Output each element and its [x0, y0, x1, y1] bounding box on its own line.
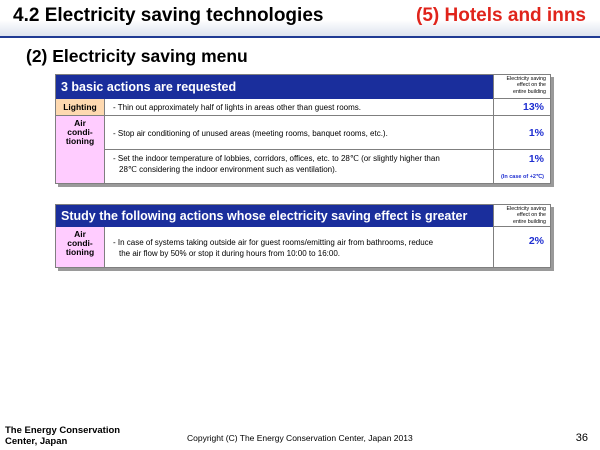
effect-header-line: entire building — [513, 218, 546, 225]
action-row — [105, 99, 493, 116]
effect-header-line: effect on the — [516, 82, 546, 89]
action-text: the air flow by 50% or stop it during hours from 10:00 to 16:00. — [119, 249, 341, 258]
saving-value: 2% — [493, 227, 550, 267]
saving-value-cell — [493, 150, 550, 183]
action-text: 28℃ considering the indoor environment such as ventilation). — [119, 165, 337, 174]
title-bar — [0, 0, 600, 38]
basic-actions-heading: 3 basic actions are requested — [56, 75, 493, 99]
action-text: - In case of systems taking outside air for guest rooms/emitting air from bathrooms, reduce — [113, 238, 434, 247]
action-text: - Stop air conditioning of unused areas (meeting rooms, banquet rooms, etc.). — [113, 129, 388, 138]
category-line: condi- — [67, 127, 93, 137]
copyright-text: Copyright (C) The Energy Conservation Center, Japan 2013 — [187, 433, 413, 443]
category-lighting: Lighting — [56, 99, 105, 116]
menu-subtitle: (2) Electricity saving menu — [26, 46, 248, 66]
action-row — [105, 150, 493, 183]
greater-effect-heading: Study the following actions whose electricity saving effect is greater — [56, 205, 493, 227]
action-row — [105, 116, 493, 150]
saving-value: 1% — [528, 153, 544, 165]
category-line: condi- — [67, 238, 93, 248]
category-air-conditioning — [56, 227, 105, 267]
effect-column-header — [493, 75, 550, 99]
action-text: - Thin out approximately half of lights in areas other than guest rooms. — [113, 103, 361, 112]
category-line: tioning — [65, 247, 95, 257]
effect-header-line: entire building — [513, 88, 546, 95]
effect-header-line: effect on the — [516, 212, 546, 219]
effect-header-line: Electricity saving — [506, 206, 546, 212]
page-number: 36 — [575, 432, 588, 444]
effect-header-line: Electricity saving — [506, 76, 546, 82]
category-line: tioning — [65, 136, 95, 146]
action-row — [105, 227, 493, 267]
basic-actions-panel — [55, 74, 551, 184]
org-line: The Energy Conservation — [5, 425, 121, 436]
category-line: Air — [74, 118, 86, 128]
saving-value-note: (In case of +2℃) — [500, 174, 544, 180]
greater-effect-panel — [55, 204, 551, 268]
category-line: Air — [74, 229, 86, 239]
action-text: - Set the indoor temperature of lobbies, corridors, offices, etc. to 28℃ (or slightly higher than — [113, 154, 440, 163]
effect-column-header — [493, 205, 550, 227]
saving-value: 13% — [493, 99, 550, 116]
category-air-conditioning — [56, 116, 105, 183]
saving-value: 1% — [493, 116, 550, 150]
slide-title: 4.2 Electricity saving technologies — [13, 5, 324, 26]
section-title: (5) Hotels and inns — [416, 5, 586, 26]
org-line: Center, Japan — [5, 436, 68, 447]
footer-organization — [5, 425, 120, 447]
